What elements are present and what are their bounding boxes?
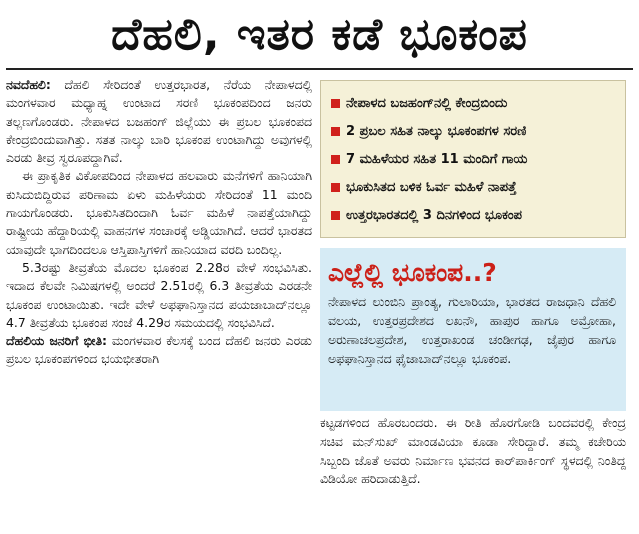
highlight-text: ಉತ್ತರಭಾರತದಲ್ಲಿ 3 ದಿನಗಳಿಂದ ಭೂಕಂಪ — [346, 207, 523, 223]
article-paragraph-4 — [6, 332, 312, 369]
where-earthquake-box — [320, 248, 626, 411]
right-article-column — [320, 414, 626, 528]
highlight-text: 7 ಮಹಿಳೆಯರ ಸಹಿತ 11 ಮಂದಿಗೆ ಗಾಯ — [346, 151, 528, 167]
headline: ದೆಹಲಿ, ಇತರ ಕಡೆ ಭೂಕಂಪ — [111, 8, 528, 60]
highlights-box — [320, 80, 626, 238]
article-paragraph-2: ಈ ಪ್ರಾಕೃತಿಕ ವಿಕೋಪದಿಂದ ನೇಪಾಳದ ಹಲವಾರು ಮನೆಗಳಿಗೆ ಹಾನಿಯಾಗಿ ಕುಸಿದುಬಿದ್ದಿರುವ ಪರಿಣಾಮ ಏಳು ಮಹಿಳೆಯರು ಸೇರಿದಂತೆ 11 ಮಂದಿ ಗಾಯಗೊಂಡರು. ಭೂಕುಸಿತದಿಂದಾಗಿ ಓರ್ವ ಮಹಿಳೆ ನಾಪತ್ತೆಯಾಗಿದ್ದು ರಾಷ್ಟ್ರೀಯ ಹೆದ್ದಾರಿಯಲ್ಲಿ ವಾಹನಗಳ ಸಂಚಾರಕ್ಕೆ ಅಡ್ಡಿಯಾಗಿದೆ. ಆದರೆ ಭಾರತದ ಯಾವುದೇ ಭಾಗದಿಂದಲೂ ಆಸ್ತಿಪಾಸ್ತಿಗಳಿಗೆ ಹಾನಿಯಾದ ವರದಿ ಬಂದಿಲ್ಲ. — [6, 168, 312, 257]
highlight-item — [331, 145, 619, 173]
highlight-text: ಭೂಕುಸಿತದ ಬಳಿಕ ಓರ್ವ ಮಹಿಳೆ ನಾಪತ್ತೆ — [346, 179, 517, 195]
article-continuation: ಕಟ್ಟಡಗಳಿಂದ ಹೊರಬಂದರು. ಈ ರೀತಿ ಹೊರಗೋಡಿ ಬಂದವರಲ್ಲಿ ಕೇಂದ್ರ ಸಚಿವ ಮನ್‌ಸುಖ್ ಮಾಂಡವಿಯಾ ಕೂಡಾ ಸೇರಿದ್ದಾರೆ. ತಮ್ಮ ಕಚೇರಿಯ ಸಿಬ್ಬಂದಿ ಜೊತೆ ಅವರು ನಿರ್ಮಾಣ ಭವನದ ಕಾರ್‌ಪಾರ್ಕಿಂಗ್ ಸ್ಥಳದಲ್ಲಿ ನಿಂತಿದ್ದ ವಿಡಿಯೋ ಹರಿದಾಡುತ್ತಿದೆ. — [320, 415, 626, 487]
highlight-item — [331, 89, 619, 117]
highlight-item — [331, 201, 619, 229]
bullet-square-icon — [331, 211, 340, 220]
dateline: ನವದೆಹಲಿ: — [6, 77, 51, 92]
article-paragraph-1 — [6, 76, 312, 167]
paragraph-text: ಮಂಗಳವಾರ ಕೆಲಸಕ್ಕೆ ಬಂದ ದೆಹಲಿ ಜನರು ಎರಡು ಪ್ರಬಲ ಭೂಕಂಪಗಳಿಂದ ಭಯಭೀತರಾಗಿ — [6, 333, 312, 367]
bullet-square-icon — [331, 183, 340, 192]
left-article-column — [6, 76, 312, 528]
highlight-item — [331, 173, 619, 201]
where-box-title: ಎಲ್ಲೆಲ್ಲಿ ಭೂಕಂಪ..? — [328, 258, 497, 287]
bullet-square-icon — [331, 99, 340, 108]
paragraph-text: ದೆಹಲಿ ಸೇರಿದಂತೆ ಉತ್ತರಭಾರತ, ನೆರೆಯ ನೇಪಾಳದಲ್ಲಿ ಮಂಗಳವಾರ ಮಧ್ಯಾಹ್ನ ಉಂಟಾದ ಸರಣಿ ಭೂಕಂಪದಿಂದ ಜನರು ತಲ್ಲಣಗೊಂಡರು. ನೇಪಾಳದ ಬಜಹಂಗ್ ಜಿಲ್ಲೆಯು ಈ ಪ್ರಬಲ ಭೂಕಂಪದ ಕೇಂದ್ರಬಿಂದುವಾಗಿತ್ತು. ಸತತ ನಾಲ್ಕು ಬಾರಿ ಭೂಕಂಪ ಉಂಟಾಗಿದ್ದು ಅವುಗಳಲ್ಲಿ ಎರಡು ತೀವ್ರ ಸ್ವರೂಪದ್ದಾಗಿವೆ. — [6, 77, 312, 166]
highlight-text: ನೇಪಾಳದ ಬಜಹಂಗ್‌ನಲ್ಲಿ ಕೇಂದ್ರಬಿಂದು — [346, 95, 508, 111]
article-paragraph-3: 5.3ರಷ್ಟು ತೀವ್ರತೆಯ ಮೊದಲ ಭೂಕಂಪ 2.28ರ ವೇಳೆ ಸಂಭವಿಸಿತು. ಇದಾದ ಕೆಲವೇ ನಿಮಿಷಗಳಲ್ಲಿ ಅಂದರೆ 2.51ರಲ್ಲಿ 6.3 ತೀವ್ರತೆಯ ಎರಡನೇ ಭೂಕಂಪ ಉಂಟಾಯಿತು. ಇದೇ ವೇಳೆ ಅಫಘಾನಿಸ್ತಾನದ ಪಯಜಾಬಾದ್‌ನಲ್ಲೂ 4.7 ತೀವ್ರತೆಯ ಭೂಕಂಪ ಸಂಜೆ 4.29ರ ಸಮಯದಲ್ಲಿ ಸಂಭವಿಸಿದೆ. — [6, 259, 312, 330]
headline-rule — [6, 68, 633, 70]
highlight-text: 2 ಪ್ರಬಲ ಸಹಿತ ನಾಲ್ಕು ಭೂಕಂಪಗಳ ಸರಣಿ — [346, 123, 527, 139]
where-box-body: ನೇಪಾಳದ ಲುಂಬಿನಿ ಪ್ರಾಂತ್ಯ, ಗುಲಾರಿಯಾ, ಭಾರತದ ರಾಜಧಾನಿ ದೆಹಲಿ ವಲಯ, ಉತ್ತರಪ್ರದೇಶದ ಲಖನೌ, ಹಾಪುರ ಹಾಗೂ ಅಮ್ರೋಹಾ, ಅರುಣಾಚಲಪ್ರದೇಶ, ಉತ್ತರಾಖಂಡ ಚಂಡೀಗಢ, ಜೈಪುರ ಹಾಗೂ ಅಫಘಾನಿಸ್ತಾನದ ಫೈಜಾಬಾದ್‌ನಲ್ಲೂ ಭೂಕಂಪ. — [328, 294, 616, 366]
bullet-square-icon — [331, 127, 340, 136]
highlight-item — [331, 117, 619, 145]
bullet-square-icon — [331, 155, 340, 164]
subheading: ದೆಹಲಿಯ ಜನರಿಗೆ ಭೀತಿ: — [6, 333, 108, 349]
